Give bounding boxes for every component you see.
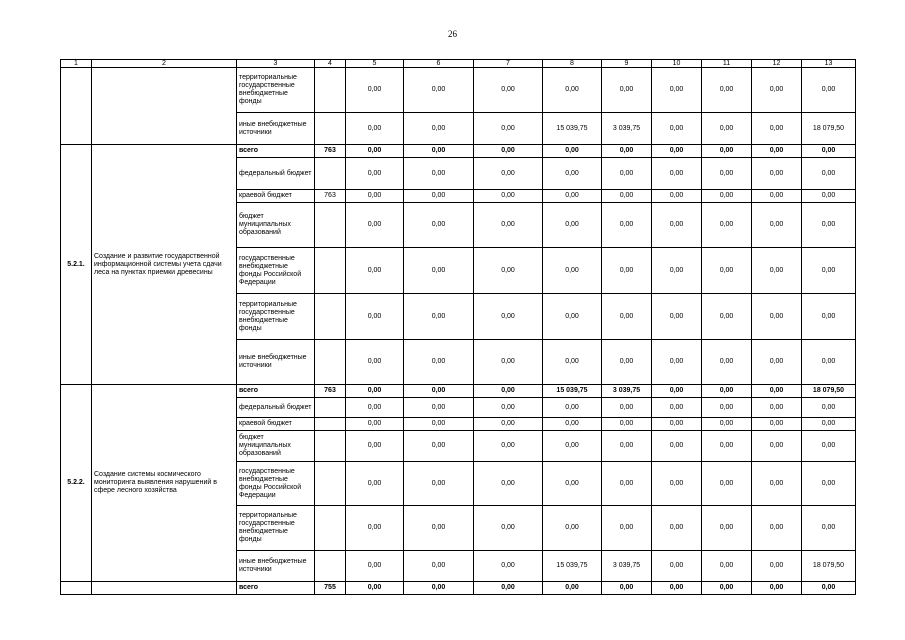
amount-cell: 0,00 [752,68,802,113]
amount-cell: 0,00 [702,582,752,595]
amount-cell: 0,00 [346,190,404,203]
amount-cell: 0,00 [802,506,856,551]
amount-cell: 0,00 [474,551,543,582]
header-cell: 11 [702,60,752,68]
amount-cell: 0,00 [702,506,752,551]
amount-cell: 0,00 [802,462,856,506]
amount-cell: 0,00 [752,145,802,158]
amount-cell: 0,00 [474,68,543,113]
amount-cell: 0,00 [752,113,802,145]
funding-source: краевой бюджет [237,418,315,431]
amount-cell: 0,00 [543,418,602,431]
amount-cell: 0,00 [652,340,702,385]
amount-cell: 0,00 [346,418,404,431]
item-name [92,582,237,595]
amount-cell: 0,00 [652,145,702,158]
amount-cell: 0,00 [602,158,652,190]
amount-cell: 0,00 [752,431,802,462]
amount-cell: 0,00 [702,431,752,462]
header-cell: 6 [404,60,474,68]
amount-cell: 0,00 [652,462,702,506]
amount-cell: 0,00 [702,190,752,203]
amount-cell: 0,00 [543,582,602,595]
amount-cell: 0,00 [474,385,543,398]
header-cell: 13 [802,60,856,68]
amount-cell: 0,00 [752,190,802,203]
amount-cell: 0,00 [543,462,602,506]
amount-cell: 0,00 [752,294,802,340]
budget-code: 763 [315,385,346,398]
amount-cell: 0,00 [404,551,474,582]
table-body [61,60,856,595]
amount-cell: 0,00 [346,398,404,418]
amount-cell: 0,00 [404,113,474,145]
page-number: 26 [448,29,457,39]
amount-cell: 0,00 [752,385,802,398]
amount-cell: 0,00 [346,248,404,294]
amount-cell: 0,00 [752,203,802,248]
amount-cell: 0,00 [543,158,602,190]
amount-cell: 0,00 [474,506,543,551]
amount-cell: 0,00 [652,294,702,340]
funding-source: краевой бюджет [237,190,315,203]
amount-cell: 3 039,75 [602,551,652,582]
amount-cell: 0,00 [752,551,802,582]
table-row [61,145,856,158]
budget-table [60,59,856,595]
amount-cell: 0,00 [404,158,474,190]
amount-cell: 15 039,75 [543,113,602,145]
amount-cell: 0,00 [802,203,856,248]
header-cell: 8 [543,60,602,68]
amount-cell: 0,00 [652,506,702,551]
amount-cell: 0,00 [652,68,702,113]
amount-cell: 0,00 [346,203,404,248]
funding-source: территориальные государственные внебюджетные фонды [237,68,315,113]
amount-cell: 0,00 [802,340,856,385]
amount-cell: 0,00 [602,506,652,551]
budget-code [315,113,346,145]
budget-code [315,506,346,551]
item-number: 5.2.1. [61,145,92,385]
amount-cell: 0,00 [802,248,856,294]
amount-cell: 0,00 [543,398,602,418]
amount-cell: 0,00 [543,68,602,113]
amount-cell: 0,00 [702,68,752,113]
amount-cell: 0,00 [602,582,652,595]
amount-cell: 0,00 [802,431,856,462]
amount-cell: 0,00 [404,145,474,158]
amount-cell: 0,00 [346,68,404,113]
budget-code [315,431,346,462]
amount-cell: 0,00 [346,582,404,595]
amount-cell: 0,00 [404,582,474,595]
funding-source: территориальные государственные внебюджетные фонды [237,294,315,340]
amount-cell: 0,00 [346,294,404,340]
amount-cell: 0,00 [702,158,752,190]
amount-cell: 0,00 [702,294,752,340]
amount-cell: 0,00 [474,418,543,431]
amount-cell: 0,00 [602,203,652,248]
amount-cell: 0,00 [346,506,404,551]
amount-cell: 0,00 [602,145,652,158]
amount-cell: 0,00 [543,506,602,551]
amount-cell: 0,00 [346,113,404,145]
header-cell: 10 [652,60,702,68]
amount-cell: 0,00 [346,158,404,190]
amount-cell: 0,00 [602,340,652,385]
amount-cell: 0,00 [404,203,474,248]
item-number [61,68,92,145]
amount-cell: 0,00 [702,248,752,294]
item-number: 5.2.2. [61,385,92,582]
funding-source: иные внебюджетные источники [237,551,315,582]
amount-cell: 0,00 [602,398,652,418]
amount-cell: 18 079,50 [802,385,856,398]
amount-cell: 0,00 [602,294,652,340]
amount-cell: 0,00 [652,203,702,248]
amount-cell: 3 039,75 [602,385,652,398]
budget-code [315,248,346,294]
amount-cell: 0,00 [802,190,856,203]
amount-cell: 0,00 [652,158,702,190]
amount-cell: 0,00 [752,582,802,595]
amount-cell: 0,00 [474,294,543,340]
table-row [61,385,856,398]
amount-cell: 0,00 [652,248,702,294]
header-cell: 12 [752,60,802,68]
amount-cell: 0,00 [474,113,543,145]
amount-cell: 0,00 [802,294,856,340]
amount-cell: 0,00 [404,418,474,431]
amount-cell: 0,00 [702,551,752,582]
amount-cell: 0,00 [802,398,856,418]
amount-cell: 0,00 [802,582,856,595]
amount-cell: 0,00 [652,431,702,462]
amount-cell: 0,00 [802,158,856,190]
amount-cell: 0,00 [702,145,752,158]
amount-cell: 0,00 [652,190,702,203]
budget-code [315,398,346,418]
funding-source: государственные внебюджетные фонды Российской Федерации [237,462,315,506]
amount-cell: 0,00 [474,248,543,294]
budget-code [315,158,346,190]
amount-cell: 0,00 [474,462,543,506]
amount-cell: 0,00 [474,190,543,203]
table-row [61,68,856,113]
budget-code [315,462,346,506]
budget-code [315,203,346,248]
amount-cell: 15 039,75 [543,385,602,398]
amount-cell: 0,00 [404,294,474,340]
amount-cell: 0,00 [543,190,602,203]
amount-cell: 3 039,75 [602,113,652,145]
header-cell: 7 [474,60,543,68]
amount-cell: 0,00 [752,248,802,294]
amount-cell: 0,00 [802,418,856,431]
header-row [61,60,856,68]
header-cell: 5 [346,60,404,68]
amount-cell: 0,00 [652,582,702,595]
amount-cell: 0,00 [404,398,474,418]
funding-source: всего [237,145,315,158]
item-name: Создание и развитие государственной информационной системы учета сдачи леса на пунктах приемки древесины [92,145,237,385]
amount-cell: 0,00 [404,190,474,203]
amount-cell: 0,00 [702,418,752,431]
budget-code [315,68,346,113]
amount-cell: 0,00 [404,68,474,113]
amount-cell: 0,00 [474,398,543,418]
amount-cell: 0,00 [543,203,602,248]
amount-cell: 0,00 [602,68,652,113]
funding-source: всего [237,582,315,595]
funding-source: федеральный бюджет [237,398,315,418]
amount-cell: 0,00 [346,340,404,385]
amount-cell: 0,00 [404,462,474,506]
amount-cell: 0,00 [474,158,543,190]
budget-code: 763 [315,190,346,203]
amount-cell: 0,00 [404,248,474,294]
funding-source: бюджет муниципальных образований [237,203,315,248]
amount-cell: 0,00 [752,158,802,190]
table-row [61,582,856,595]
amount-cell: 0,00 [752,462,802,506]
amount-cell: 0,00 [346,462,404,506]
amount-cell: 0,00 [702,462,752,506]
funding-source: федеральный бюджет [237,158,315,190]
amount-cell: 18 079,50 [802,113,856,145]
funding-source: бюджет муниципальных образований [237,431,315,462]
amount-cell: 0,00 [543,294,602,340]
budget-code [315,340,346,385]
budget-code: 763 [315,145,346,158]
amount-cell: 0,00 [702,385,752,398]
amount-cell: 0,00 [474,340,543,385]
amount-cell: 0,00 [652,398,702,418]
amount-cell: 0,00 [404,431,474,462]
amount-cell: 0,00 [602,462,652,506]
header-cell: 3 [237,60,315,68]
amount-cell: 0,00 [474,145,543,158]
amount-cell: 0,00 [752,506,802,551]
header-cell: 2 [92,60,237,68]
amount-cell: 0,00 [346,551,404,582]
amount-cell: 0,00 [652,113,702,145]
amount-cell: 0,00 [752,398,802,418]
amount-cell: 0,00 [543,431,602,462]
amount-cell: 18 079,50 [802,551,856,582]
header-cell: 4 [315,60,346,68]
amount-cell: 0,00 [702,203,752,248]
amount-cell: 0,00 [404,340,474,385]
amount-cell: 0,00 [404,385,474,398]
amount-cell: 0,00 [802,68,856,113]
amount-cell: 0,00 [702,113,752,145]
amount-cell: 15 039,75 [543,551,602,582]
budget-code [315,551,346,582]
funding-source: государственные внебюджетные фонды Российской Федерации [237,248,315,294]
item-name [92,68,237,145]
amount-cell: 0,00 [404,506,474,551]
amount-cell: 0,00 [474,431,543,462]
budget-code [315,294,346,340]
amount-cell: 0,00 [702,340,752,385]
budget-code [315,418,346,431]
amount-cell: 0,00 [543,340,602,385]
amount-cell: 0,00 [652,418,702,431]
amount-cell: 0,00 [602,190,652,203]
item-name: Создание системы космического мониторинга выявления нарушений в сфере лесного хозяйства [92,385,237,582]
amount-cell: 0,00 [474,582,543,595]
amount-cell: 0,00 [652,551,702,582]
header-cell: 9 [602,60,652,68]
amount-cell: 0,00 [802,145,856,158]
amount-cell: 0,00 [602,248,652,294]
amount-cell: 0,00 [752,418,802,431]
amount-cell: 0,00 [602,431,652,462]
funding-source: иные внебюджетные источники [237,113,315,145]
amount-cell: 0,00 [652,385,702,398]
amount-cell: 0,00 [543,145,602,158]
amount-cell: 0,00 [752,340,802,385]
header-cell: 1 [61,60,92,68]
funding-source: территориальные государственные внебюджетные фонды [237,506,315,551]
amount-cell: 0,00 [346,145,404,158]
amount-cell: 0,00 [543,248,602,294]
item-number [61,582,92,595]
amount-cell: 0,00 [346,385,404,398]
amount-cell: 0,00 [702,398,752,418]
amount-cell: 0,00 [346,431,404,462]
funding-source: иные внебюджетные источники [237,340,315,385]
budget-code: 755 [315,582,346,595]
amount-cell: 0,00 [474,203,543,248]
funding-source: всего [237,385,315,398]
amount-cell: 0,00 [602,418,652,431]
